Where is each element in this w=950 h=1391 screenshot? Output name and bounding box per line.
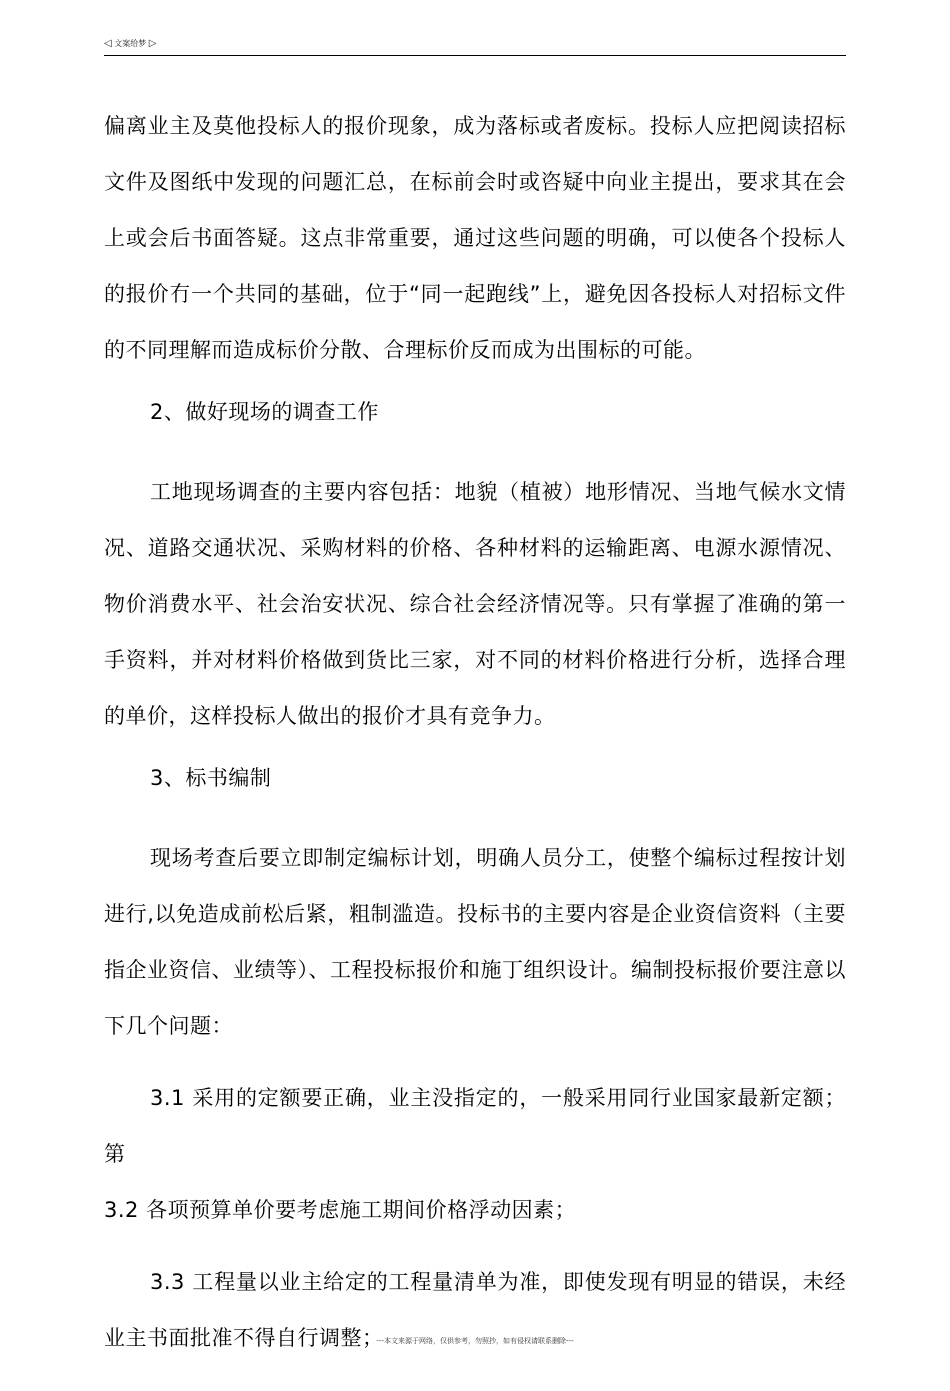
section-heading-2: 2、做好现场的调查工作 [150,400,379,424]
item-3-1: 3.1 采用的定额要正确，业主没指定的，一般采用同行业国家最新定额；第 [104,1086,846,1166]
paragraph-2: 工地现场调查的主要内容包括：地貌（植被）地形情况、当地气候水文情况、道路交通状况、采购材料的价格、各种材料的运输距离、电源水源情况、物价消费水平、社会治安状况、综合社会经济情况等。只有掌握了准确的第一手资料，并对材料价格做到货比三家，对不同的材料价格进行分析，选择合理的单价，这样投标人做出的报价才具有竞争力。 [104,480,846,728]
page-header [104,37,846,56]
header-text: 文案给梦 [114,39,147,48]
item-3-3: 3.3 工程量以业主给定的工程量清单为准，即使发现有明显的错误，未经业主书面批准不得自行调整； [104,1270,846,1350]
paragraph-1: 偏离业主及莫他投标人的报价现象，成为落标或者废标。投标人应把阅读招标文件及图纸中发现的问题汇总，在标前会时或咨疑中向业主提出，要求其在会上或会后书面答疑。这点非常重要，通过这些问题的明确，可以使各个投标人的报价冇一个共同的基础，位于“同一起跑线”上，避免因各投标人对招标文件的不同理解而造成标价分散、合理标价反而成为出围标的可能。 [104,114,846,362]
item-3-2: 3.2 各项预算单价要考虑施工期间价格浮动因素； [104,1198,577,1222]
document-body [104,98,846,1366]
page-footer: ---本文来源于网络，仅供参考，勿照抄，如有侵权请联系删除--- [376,1337,574,1345]
left-triangle-icon: ◁ [104,38,112,49]
right-triangle-icon: ▷ [148,38,157,49]
paragraph-3: 现场考查后要立即制定编标计划，明确人员分工，使整个编标过程按计划进行,以免造成前松后紧，粗制滥造。投标书的主要内容是企业资信资料（主要指企业资信、业绩等）、工程投标报价和施丁组织设计。编制投标报价要注意以下几个问题： [104,846,846,1038]
section-heading-3: 3、标书编制 [150,766,272,790]
